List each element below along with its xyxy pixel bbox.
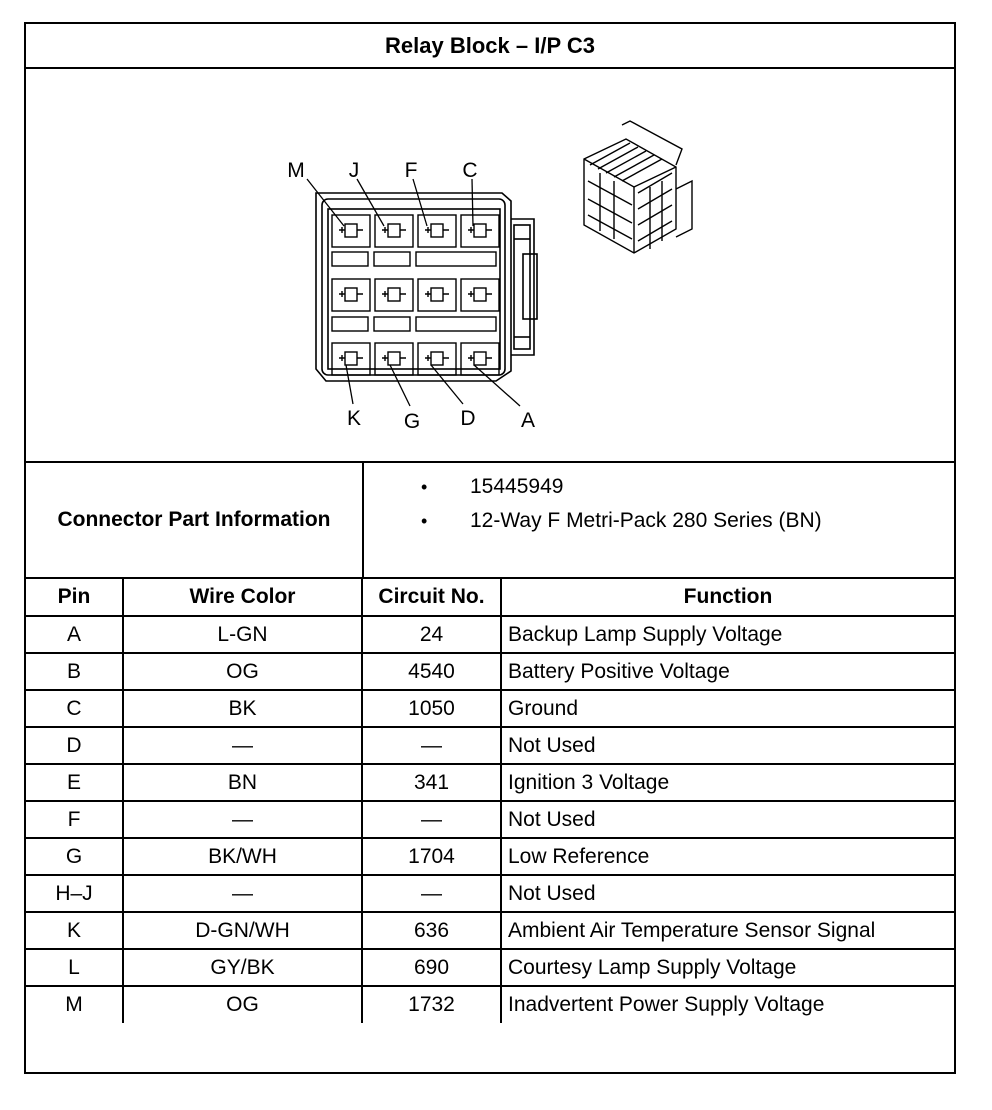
connector-diagram-panel bbox=[26, 69, 954, 463]
table-row bbox=[26, 690, 954, 727]
table-row bbox=[26, 949, 954, 986]
header-wire-color: Wire Color bbox=[123, 579, 362, 616]
wire-color-cell: — bbox=[123, 801, 362, 838]
connector-end-view-sheet bbox=[24, 22, 956, 1074]
terminal-cavity bbox=[418, 215, 456, 247]
terminal-cavity bbox=[375, 279, 413, 311]
function-cell: Not Used bbox=[501, 875, 954, 912]
connector-diagram bbox=[26, 69, 954, 461]
table-row bbox=[26, 986, 954, 1023]
function-cell: Not Used bbox=[501, 727, 954, 764]
terminal-cavity bbox=[418, 343, 456, 375]
pin-label-f: F bbox=[404, 159, 418, 182]
terminal-cavity bbox=[332, 279, 370, 311]
pin-cell: C bbox=[26, 690, 123, 727]
connector-isometric-view bbox=[584, 121, 692, 253]
terminal-cavity bbox=[418, 279, 456, 311]
circuit-no-cell: — bbox=[362, 875, 501, 912]
circuit-no-cell: 636 bbox=[362, 912, 501, 949]
wire-color-cell: BK/WH bbox=[123, 838, 362, 875]
circuit-no-cell: — bbox=[362, 727, 501, 764]
bullet-icon: • bbox=[421, 477, 428, 497]
function-cell: Ground bbox=[501, 690, 954, 727]
wire-color-cell: OG bbox=[123, 653, 362, 690]
table-row bbox=[26, 727, 954, 764]
function-cell: Courtesy Lamp Supply Voltage bbox=[501, 949, 954, 986]
table-row bbox=[26, 912, 954, 949]
function-cell: Ignition 3 Voltage bbox=[501, 764, 954, 801]
circuit-no-cell: 24 bbox=[362, 616, 501, 653]
table-row bbox=[26, 801, 954, 838]
wire-color-cell: — bbox=[123, 875, 362, 912]
pin-cell: G bbox=[26, 838, 123, 875]
circuit-no-cell: 690 bbox=[362, 949, 501, 986]
function-cell: Ambient Air Temperature Sensor Signal bbox=[501, 912, 954, 949]
pin-cell: E bbox=[26, 764, 123, 801]
terminal-cavity bbox=[375, 343, 413, 375]
circuit-no-cell: 341 bbox=[362, 764, 501, 801]
table-header-row bbox=[26, 579, 954, 616]
circuit-no-cell: 1732 bbox=[362, 986, 501, 1023]
header-pin: Pin bbox=[26, 579, 123, 616]
wire-color-cell: GY/BK bbox=[123, 949, 362, 986]
table-row bbox=[26, 764, 954, 801]
wire-color-cell: D-GN/WH bbox=[123, 912, 362, 949]
terminal-cavity bbox=[461, 279, 499, 311]
pin-label-j: J bbox=[348, 159, 360, 182]
pin-cell: K bbox=[26, 912, 123, 949]
circuit-no-cell: 1704 bbox=[362, 838, 501, 875]
connector-part-info-list bbox=[364, 463, 954, 577]
circuit-no-cell: — bbox=[362, 801, 501, 838]
terminal-cavity bbox=[332, 215, 370, 247]
circuit-no-cell: 1050 bbox=[362, 690, 501, 727]
pin-cell: M bbox=[26, 986, 123, 1023]
function-cell: Backup Lamp Supply Voltage bbox=[501, 616, 954, 653]
pin-label-d: D bbox=[460, 407, 476, 430]
wire-color-cell: OG bbox=[123, 986, 362, 1023]
wire-color-cell: BN bbox=[123, 764, 362, 801]
bullet-icon: • bbox=[421, 511, 428, 531]
pin-cell: F bbox=[26, 801, 123, 838]
pin-cell: H–J bbox=[26, 875, 123, 912]
pinout-table bbox=[26, 579, 954, 1023]
pin-label-k: K bbox=[346, 407, 362, 430]
part-number: 15445949 bbox=[470, 475, 564, 498]
pin-cell: B bbox=[26, 653, 123, 690]
connector-description: 12-Way F Metri-Pack 280 Series (BN) bbox=[470, 509, 822, 532]
terminal-cavity bbox=[461, 215, 499, 247]
circuit-no-cell: 4540 bbox=[362, 653, 501, 690]
function-cell: Battery Positive Voltage bbox=[501, 653, 954, 690]
function-cell: Not Used bbox=[501, 801, 954, 838]
function-cell: Low Reference bbox=[501, 838, 954, 875]
pin-cell: D bbox=[26, 727, 123, 764]
function-cell: Inadvertent Power Supply Voltage bbox=[501, 986, 954, 1023]
wire-color-cell: BK bbox=[123, 690, 362, 727]
page-title: Relay Block – I/P C3 bbox=[26, 24, 954, 69]
pin-cell: L bbox=[26, 949, 123, 986]
pin-label-g: G bbox=[403, 410, 421, 433]
terminal-cavity bbox=[332, 343, 370, 375]
connector-part-info bbox=[26, 463, 954, 579]
pin-label-m: M bbox=[287, 159, 305, 182]
table-row bbox=[26, 875, 954, 912]
wire-color-cell: — bbox=[123, 727, 362, 764]
pin-label-c: C bbox=[462, 159, 478, 182]
header-circuit-no: Circuit No. bbox=[362, 579, 501, 616]
table-row bbox=[26, 653, 954, 690]
header-function: Function bbox=[501, 579, 954, 616]
pin-label-a: A bbox=[520, 409, 536, 432]
table-row bbox=[26, 838, 954, 875]
wire-color-cell: L-GN bbox=[123, 616, 362, 653]
pin-cell: A bbox=[26, 616, 123, 653]
connector-part-info-label: Connector Part Information bbox=[26, 463, 364, 577]
table-row bbox=[26, 616, 954, 653]
